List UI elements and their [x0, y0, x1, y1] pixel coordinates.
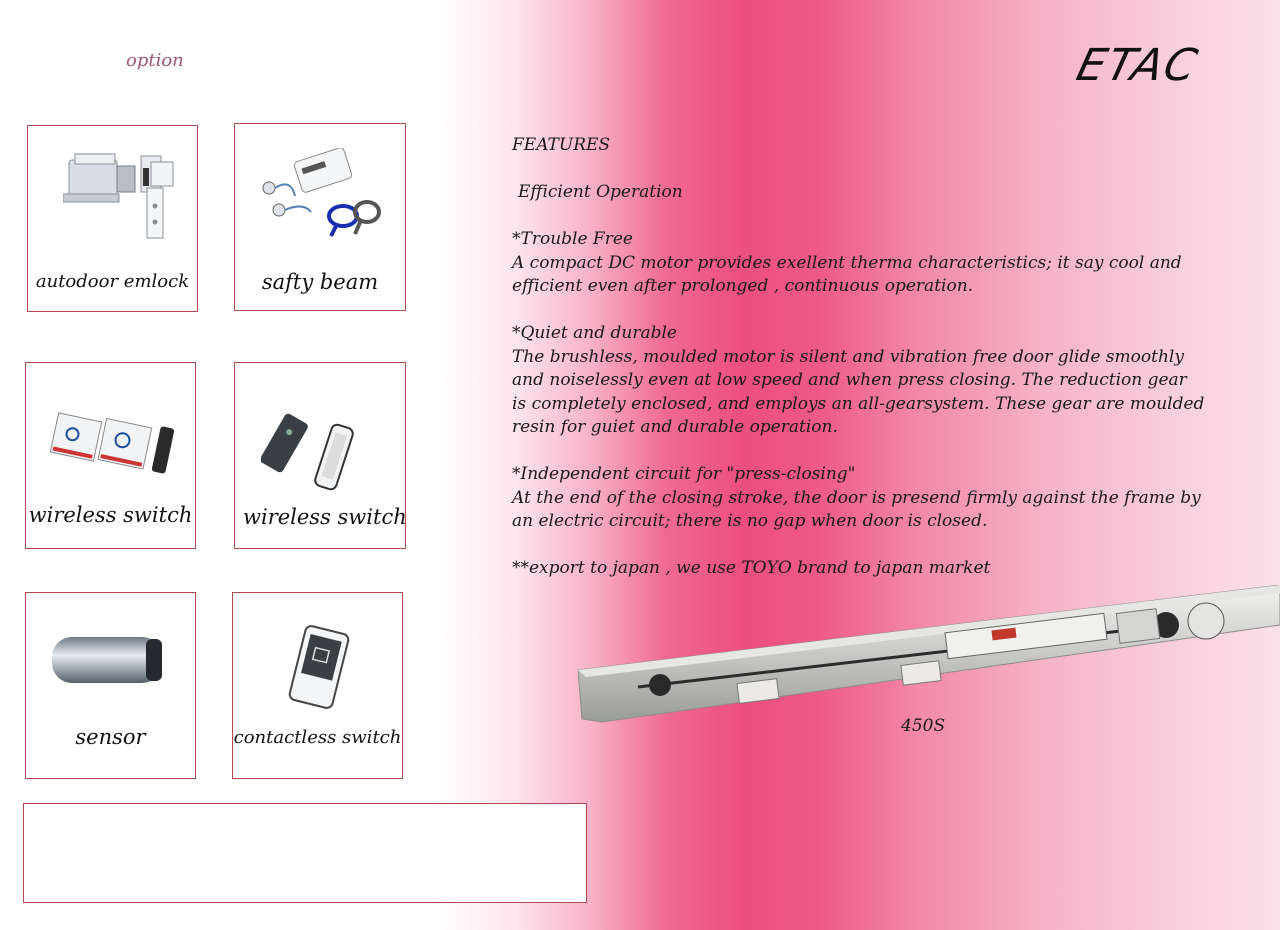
door-operator-rail-image: [578, 585, 1280, 730]
feature-title: *Independent circuit for "press-closing": [512, 464, 856, 484]
option-label: option: [126, 50, 184, 71]
emlock-image: [63, 148, 183, 243]
option-label-text: safty beam: [261, 270, 379, 294]
option-label-text: autodoor emlock: [35, 271, 190, 292]
option-label-text: wireless switch: [28, 503, 193, 527]
option-card-emlock[interactable]: [27, 125, 198, 312]
contactless-switch-image: [269, 621, 369, 711]
wireless-remote-image: [261, 403, 381, 493]
feature-line: is completely enclosed, and employs an all-gearsystem. These gear are moulded: [512, 393, 1205, 414]
features-heading: FEATURES: [512, 135, 611, 155]
brand-logo: ETAC: [1071, 40, 1204, 91]
option-label-text: contactless switch: [233, 727, 402, 748]
feature-line: an electric circuit; there is no gap when door is closed.: [512, 511, 988, 531]
wireless-switch-image: [46, 407, 181, 482]
option-card-sensor[interactable]: [25, 592, 196, 779]
empty-info-box: [23, 803, 587, 903]
feature-line: resin for guiet and durable operation.: [512, 417, 838, 437]
feature-line: A compact DC motor provides exellent therma characteristics; it say cool and: [512, 252, 1182, 273]
option-card-safety-beam[interactable]: [234, 123, 406, 311]
option-card-contactless-switch[interactable]: [232, 592, 403, 779]
product-model-label: 450S: [901, 716, 946, 736]
option-label-text: sensor: [75, 725, 146, 749]
features-subheading: Efficient Operation: [518, 182, 683, 202]
option-card-wireless-remote[interactable]: [234, 362, 406, 549]
feature-line: efficient even after prolonged , continuous operation.: [512, 276, 974, 296]
sensor-image: [42, 625, 182, 705]
option-label-text: wireless switch: [243, 505, 407, 529]
features-section: [512, 134, 1232, 581]
option-card-wireless-switch[interactable]: [25, 362, 196, 549]
feature-title: *Quiet and durable: [512, 323, 677, 343]
export-note: **export to japan , we use TOYO brand to japan market: [512, 558, 991, 578]
safety-beam-image: [251, 148, 391, 243]
feature-line: The brushless, moulded motor is silent and vibration free door glide smoothly: [512, 346, 1184, 367]
feature-line: and noiselessly even at low speed and when press closing. The reduction gear: [512, 370, 1187, 390]
feature-title: *Trouble Free: [512, 229, 633, 249]
feature-line: At the end of the closing stroke, the door is presend firmly against the frame by: [512, 487, 1201, 508]
